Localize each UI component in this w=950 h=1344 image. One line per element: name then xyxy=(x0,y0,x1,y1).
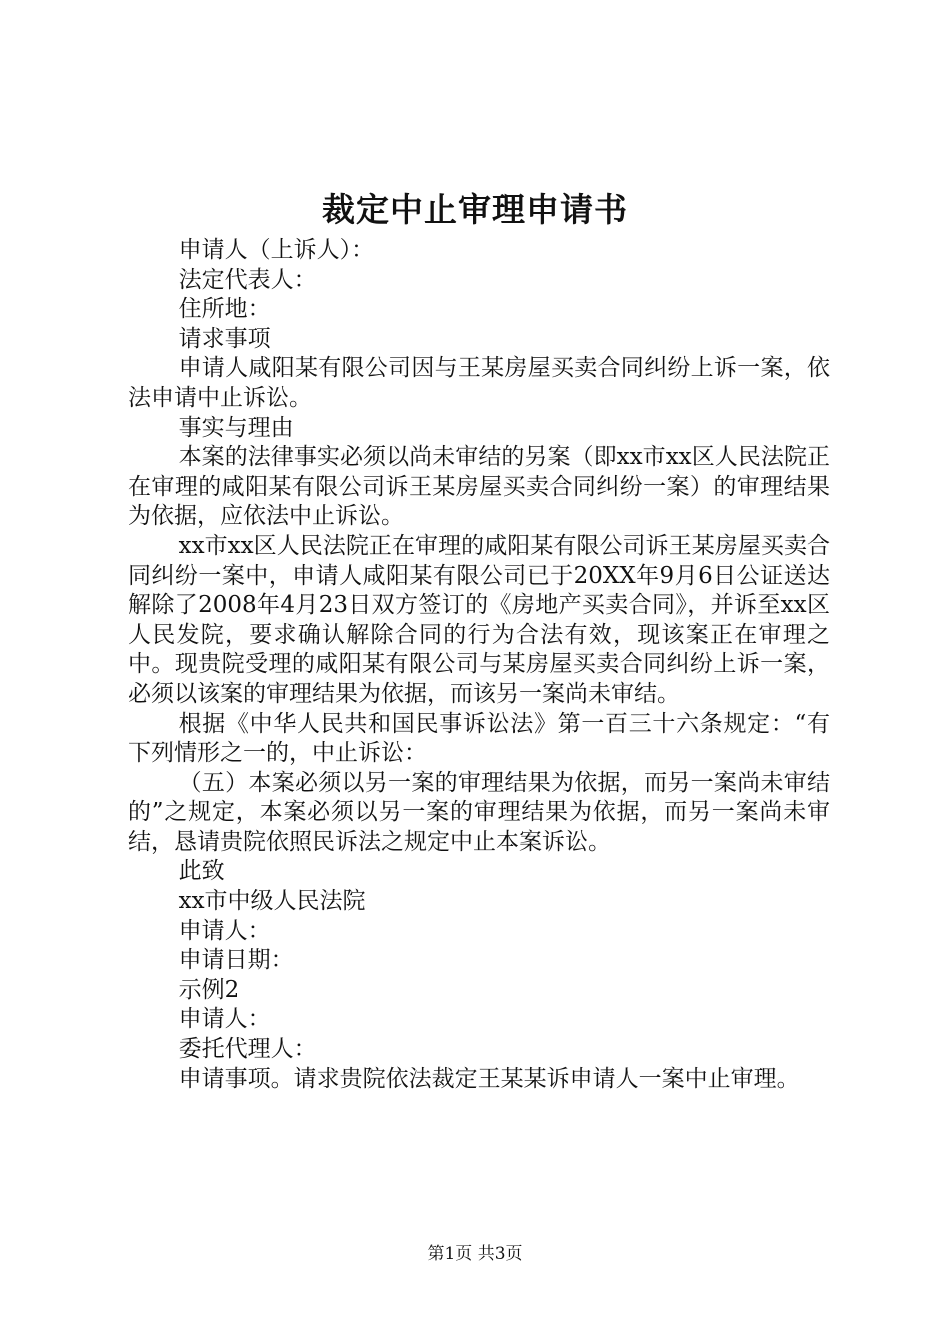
application-date-line: 申请日期： xyxy=(178,947,294,974)
facts-paragraph-2: xx市xx区人民法院正在审理的咸阳某有限公司诉王某房屋买卖合同纠纷一案中，申请人咸阳某有限公司已于20XX年9月6日公证送达解除了2008年4月23日双方签订的《房地产买卖合同》，并诉至xx区人民发院，要求确认解除合同的行为合法有效，现该案正在审理之中。现贵院受理的咸阳某有限公司与某房屋买卖合同纠纷上诉一案，必须以该案的审理结果为依据，而该另一案尚未审结。 xyxy=(128,532,830,707)
example-request-paragraph: 申请事项。请求贵院依法裁定王某某诉申请人一案中止审理。 xyxy=(178,1065,800,1092)
legal-basis-paragraph: 根据《中华人民共和国民事诉讼法》第一百三十六条规定：“有下列情形之一的，中止诉讼： xyxy=(128,710,830,767)
document-title: 裁定中止审理申请书 xyxy=(322,190,628,229)
address-line: 住所地： xyxy=(178,296,271,323)
facts-heading: 事实与理由 xyxy=(178,414,294,441)
salutation-line: 此致 xyxy=(178,858,225,885)
court-name-line: xx市中级人民法院 xyxy=(178,888,366,915)
request-heading: 请求事项 xyxy=(178,325,271,352)
signature-applicant-line: 申请人： xyxy=(178,917,271,944)
example-applicant-line: 申请人： xyxy=(178,1006,271,1033)
legal-representative-line: 法定代表人： xyxy=(178,266,317,293)
request-paragraph: 申请人咸阳某有限公司因与王某房屋买卖合同纠纷上诉一案，依法申请中止诉讼。 xyxy=(128,355,830,411)
applicant-line: 申请人（上诉人）： xyxy=(178,237,375,263)
legal-clause-paragraph: （五）本案必须以另一案的审理结果为依据，而另一案尚未审结的”之规定，本案必须以另一案的审理结果为依据，而另一案尚未审结，恳请贵院依照民诉法之规定中止本案诉讼。 xyxy=(128,769,830,855)
agent-line: 委托代理人： xyxy=(178,1036,317,1063)
example-2-heading: 示例2 xyxy=(178,976,240,1003)
document-body xyxy=(128,236,830,1094)
page-number-footer: 第1页 共3页 xyxy=(427,1244,523,1264)
facts-paragraph-1: 本案的法律事实必须以尚未审结的另案（即xx市xx区人民法院正在审理的咸阳某有限公司诉王某房屋买卖合同纠纷一案）的审理结果为依据，应依法中止诉讼。 xyxy=(128,444,830,530)
